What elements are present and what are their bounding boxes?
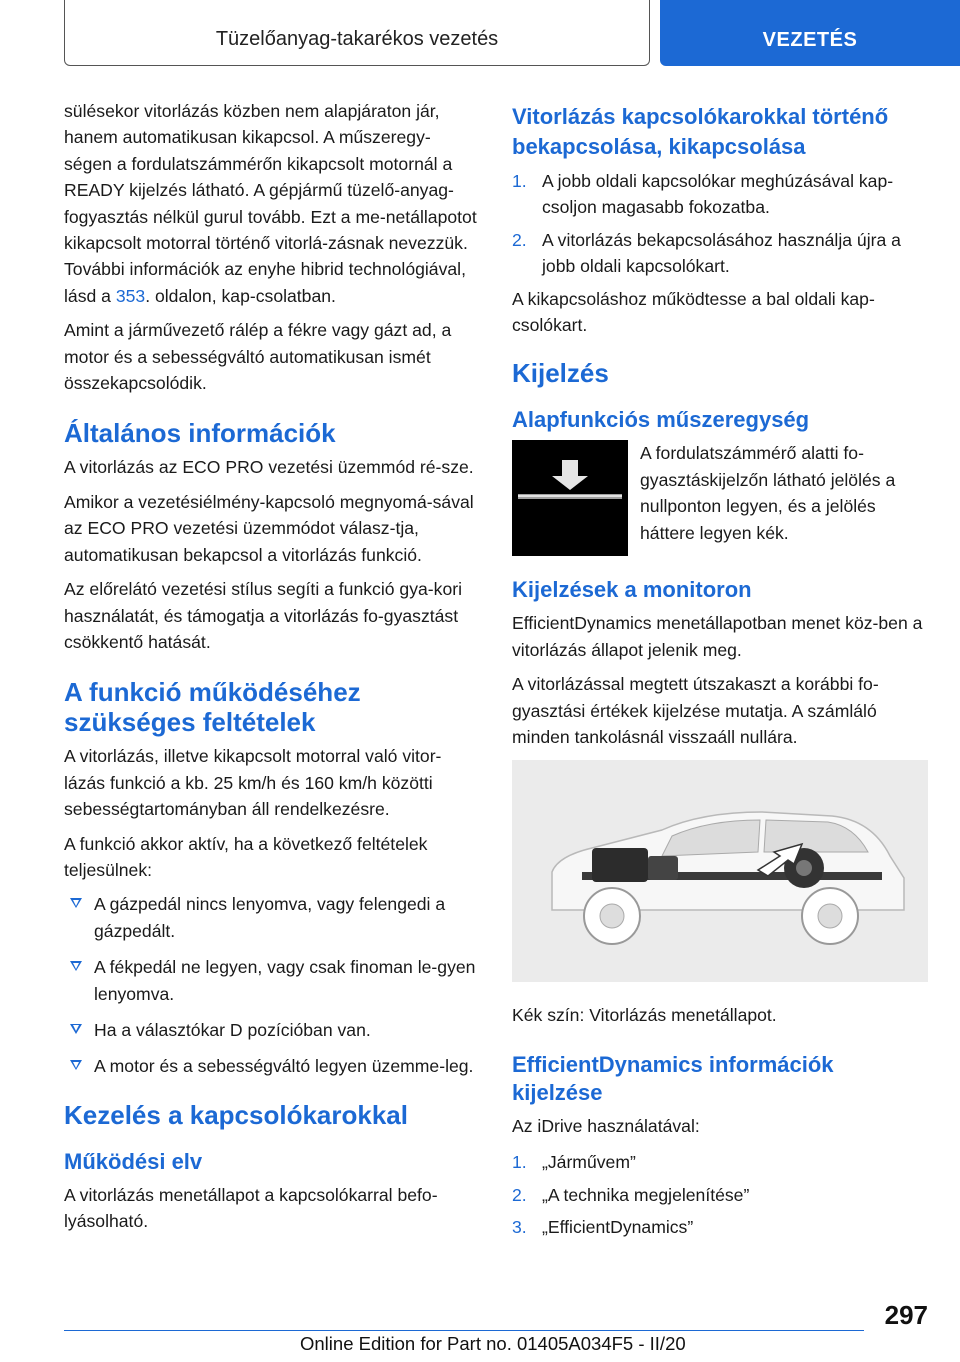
chapter-title: VEZETÉS (762, 28, 858, 51)
triangle-bullet-icon (70, 1024, 82, 1034)
footer-divider (64, 1330, 864, 1331)
list-item-text: Ha a választókar D pozícióban van. (94, 1019, 371, 1040)
step-text: A jobb oldali kapcsolókar meghúzásával kap-csoljon magasabb fokozatba. (542, 171, 894, 218)
list-item[interactable] (512, 1149, 928, 1175)
intro-text-b: . oldalon, kap-csolatban. (145, 285, 336, 306)
monitor-paragraph-2: A vitorlázással megtett útszakaszt a korábbi fo-gyasztási értékek kijelzése mutatja. A számláló minden tankolásnál visszaáll nullára. (512, 674, 879, 748)
list-item (512, 227, 928, 280)
conditions-paragraph-2: A funkció akkor aktív, ha a következő feltételek teljesülnek: (64, 833, 428, 880)
heading-monitor: Kijelzések a monitoron (512, 577, 752, 603)
step-text: „A technika megjelenítése” (542, 1184, 750, 1205)
step-number: 1. (512, 171, 527, 191)
coasting-indicator-image (512, 440, 628, 556)
cluster-indicator-row (512, 440, 928, 556)
chapter-tab[interactable] (660, 0, 960, 66)
conditions-list (64, 891, 478, 1079)
figure-caption: Kék szín: Vitorlázás menetállapot. (512, 1005, 777, 1026)
step-number: 3. (512, 1217, 527, 1238)
page-link[interactable]: 353 (115, 285, 146, 306)
car-drivetrain-figure (512, 760, 928, 982)
monitor-paragraph-1: EfficientDynamics menetállapotban menet köz-ben a vitorlázás állapot jelenik meg. (512, 613, 923, 660)
list-item (64, 1053, 478, 1079)
triangle-bullet-icon (70, 961, 82, 971)
triangle-bullet-icon (70, 1060, 82, 1070)
general-paragraph-1: A vitorlázás az ECO PRO vezetési üzemmód ré-sze. (64, 457, 474, 478)
step-text: A vitorlázás bekapcsolásához használja újra a jobb oldali kapcsolókart. (542, 229, 901, 277)
left-column (64, 98, 478, 1243)
heading-paddles: Kezelés a kapcsolókarokkal (64, 1099, 408, 1130)
page-number: 297 (884, 1300, 928, 1330)
step-text: „EfficientDynamics” (542, 1217, 694, 1238)
list-item-text: A fékpedál ne legyen, vagy csak finoman le-gyen lenyomva. (94, 957, 476, 1004)
page-header (0, 0, 960, 66)
heading-onoff: Vitorlázás kapcsolókarokkal történő bekapcsolása, kikapcsolása (512, 104, 889, 159)
list-item (64, 954, 478, 1007)
section-title-box (64, 0, 650, 66)
general-paragraph-3: Az előrelátó vezetési stílus segíti a funkció gya-kori használatát, és támogatja a vitorlázás fo-gyasztást csökkentő hatását. (64, 579, 462, 652)
intro-paragraph-2: Amint a járművezető rálép a fékre vagy gázt ad, a motor és a sebességváltó automatikusan ismét összekapcsolódik. (64, 320, 452, 394)
footer-edition-text[interactable]: Online Edition for Part no. 01405A034F5 - II/20 (300, 1333, 686, 1354)
onoff-paragraph: A kikapcsoláshoz működtesse a bal oldali kap-csolókart. (512, 288, 875, 336)
list-item[interactable] (512, 1214, 928, 1240)
list-item (64, 891, 478, 944)
step-number: 2. (512, 1184, 527, 1205)
heading-cluster: Alapfunkciós műszeregység (512, 407, 810, 433)
heading-principle: Működési elv (64, 1148, 203, 1174)
triangle-bullet-icon (70, 898, 82, 908)
section-title: Tüzelőanyag-takarékos vezetés (215, 28, 499, 50)
step-number: 1. (512, 1152, 527, 1173)
step-number: 2. (512, 229, 527, 250)
onoff-steps (512, 168, 928, 280)
list-item[interactable] (512, 1182, 928, 1208)
list-item (64, 1017, 478, 1043)
right-column (512, 98, 928, 1247)
ed-steps (512, 1149, 928, 1240)
intro-paragraph-1 (64, 98, 478, 309)
cluster-text: A fordulatszámmérő alatti fo-gyasztáskijelzőn látható jelölés a nullponton legyen, és a jelölés háttere legyen kék. (640, 443, 896, 543)
down-arrow-icon (512, 440, 628, 556)
principle-paragraph: A vitorlázás menetállapot a kapcsolókarral befo-lyásolható. (64, 1184, 438, 1232)
heading-conditions: A funkció működéséhez szükséges feltételek (64, 677, 361, 738)
list-item (512, 168, 928, 221)
heading-general-info: Általános információk (64, 418, 336, 449)
list-item-text: A gázpedál nincs lenyomva, vagy felengedi a gázpedált. (94, 894, 446, 941)
conditions-paragraph-1: A vitorlázás, illetve kikapcsolt motorral való vitor-lázás funkció a kb. 25 km/h és 160 km/h közötti sebességtartományban áll rendelkezésre. (64, 746, 442, 820)
list-item-text: A motor és a sebességváltó legyen üzemme-leg. (94, 1056, 474, 1077)
general-paragraph-2: Amikor a vezetésiélmény-kapcsoló megnyomá-sával az ECO PRO vezetési üzemmódot válasz-tja, automatikusan bekapcsol a vitorlázás funkció. (64, 491, 474, 565)
intro-text-a: sülésekor vitorlázás közben nem alapjáraton jár, hanem automatikusan kikapcsol. A műszeregy-ségen a fordulatszámmérőn kikapcsolt motornál a READY kijelzés látható. A gépjármű tüzelő-anyag-fogyasztás nélkül gurul tovább. Ezt a me-netállapotot kikapcsolt motorral történő vitorlá-zásnak nevezzük. További információk az enyhe hibrid technológiával, lásd a (64, 101, 477, 306)
step-text: „Járművem” (542, 1152, 636, 1173)
heading-efficientdynamics: EfficientDynamics információk kijelzése (512, 1051, 834, 1105)
ed-paragraph: Az iDrive használatával: (512, 1115, 700, 1136)
car-illustration (512, 760, 928, 982)
heading-display: Kijelzés (512, 358, 609, 389)
